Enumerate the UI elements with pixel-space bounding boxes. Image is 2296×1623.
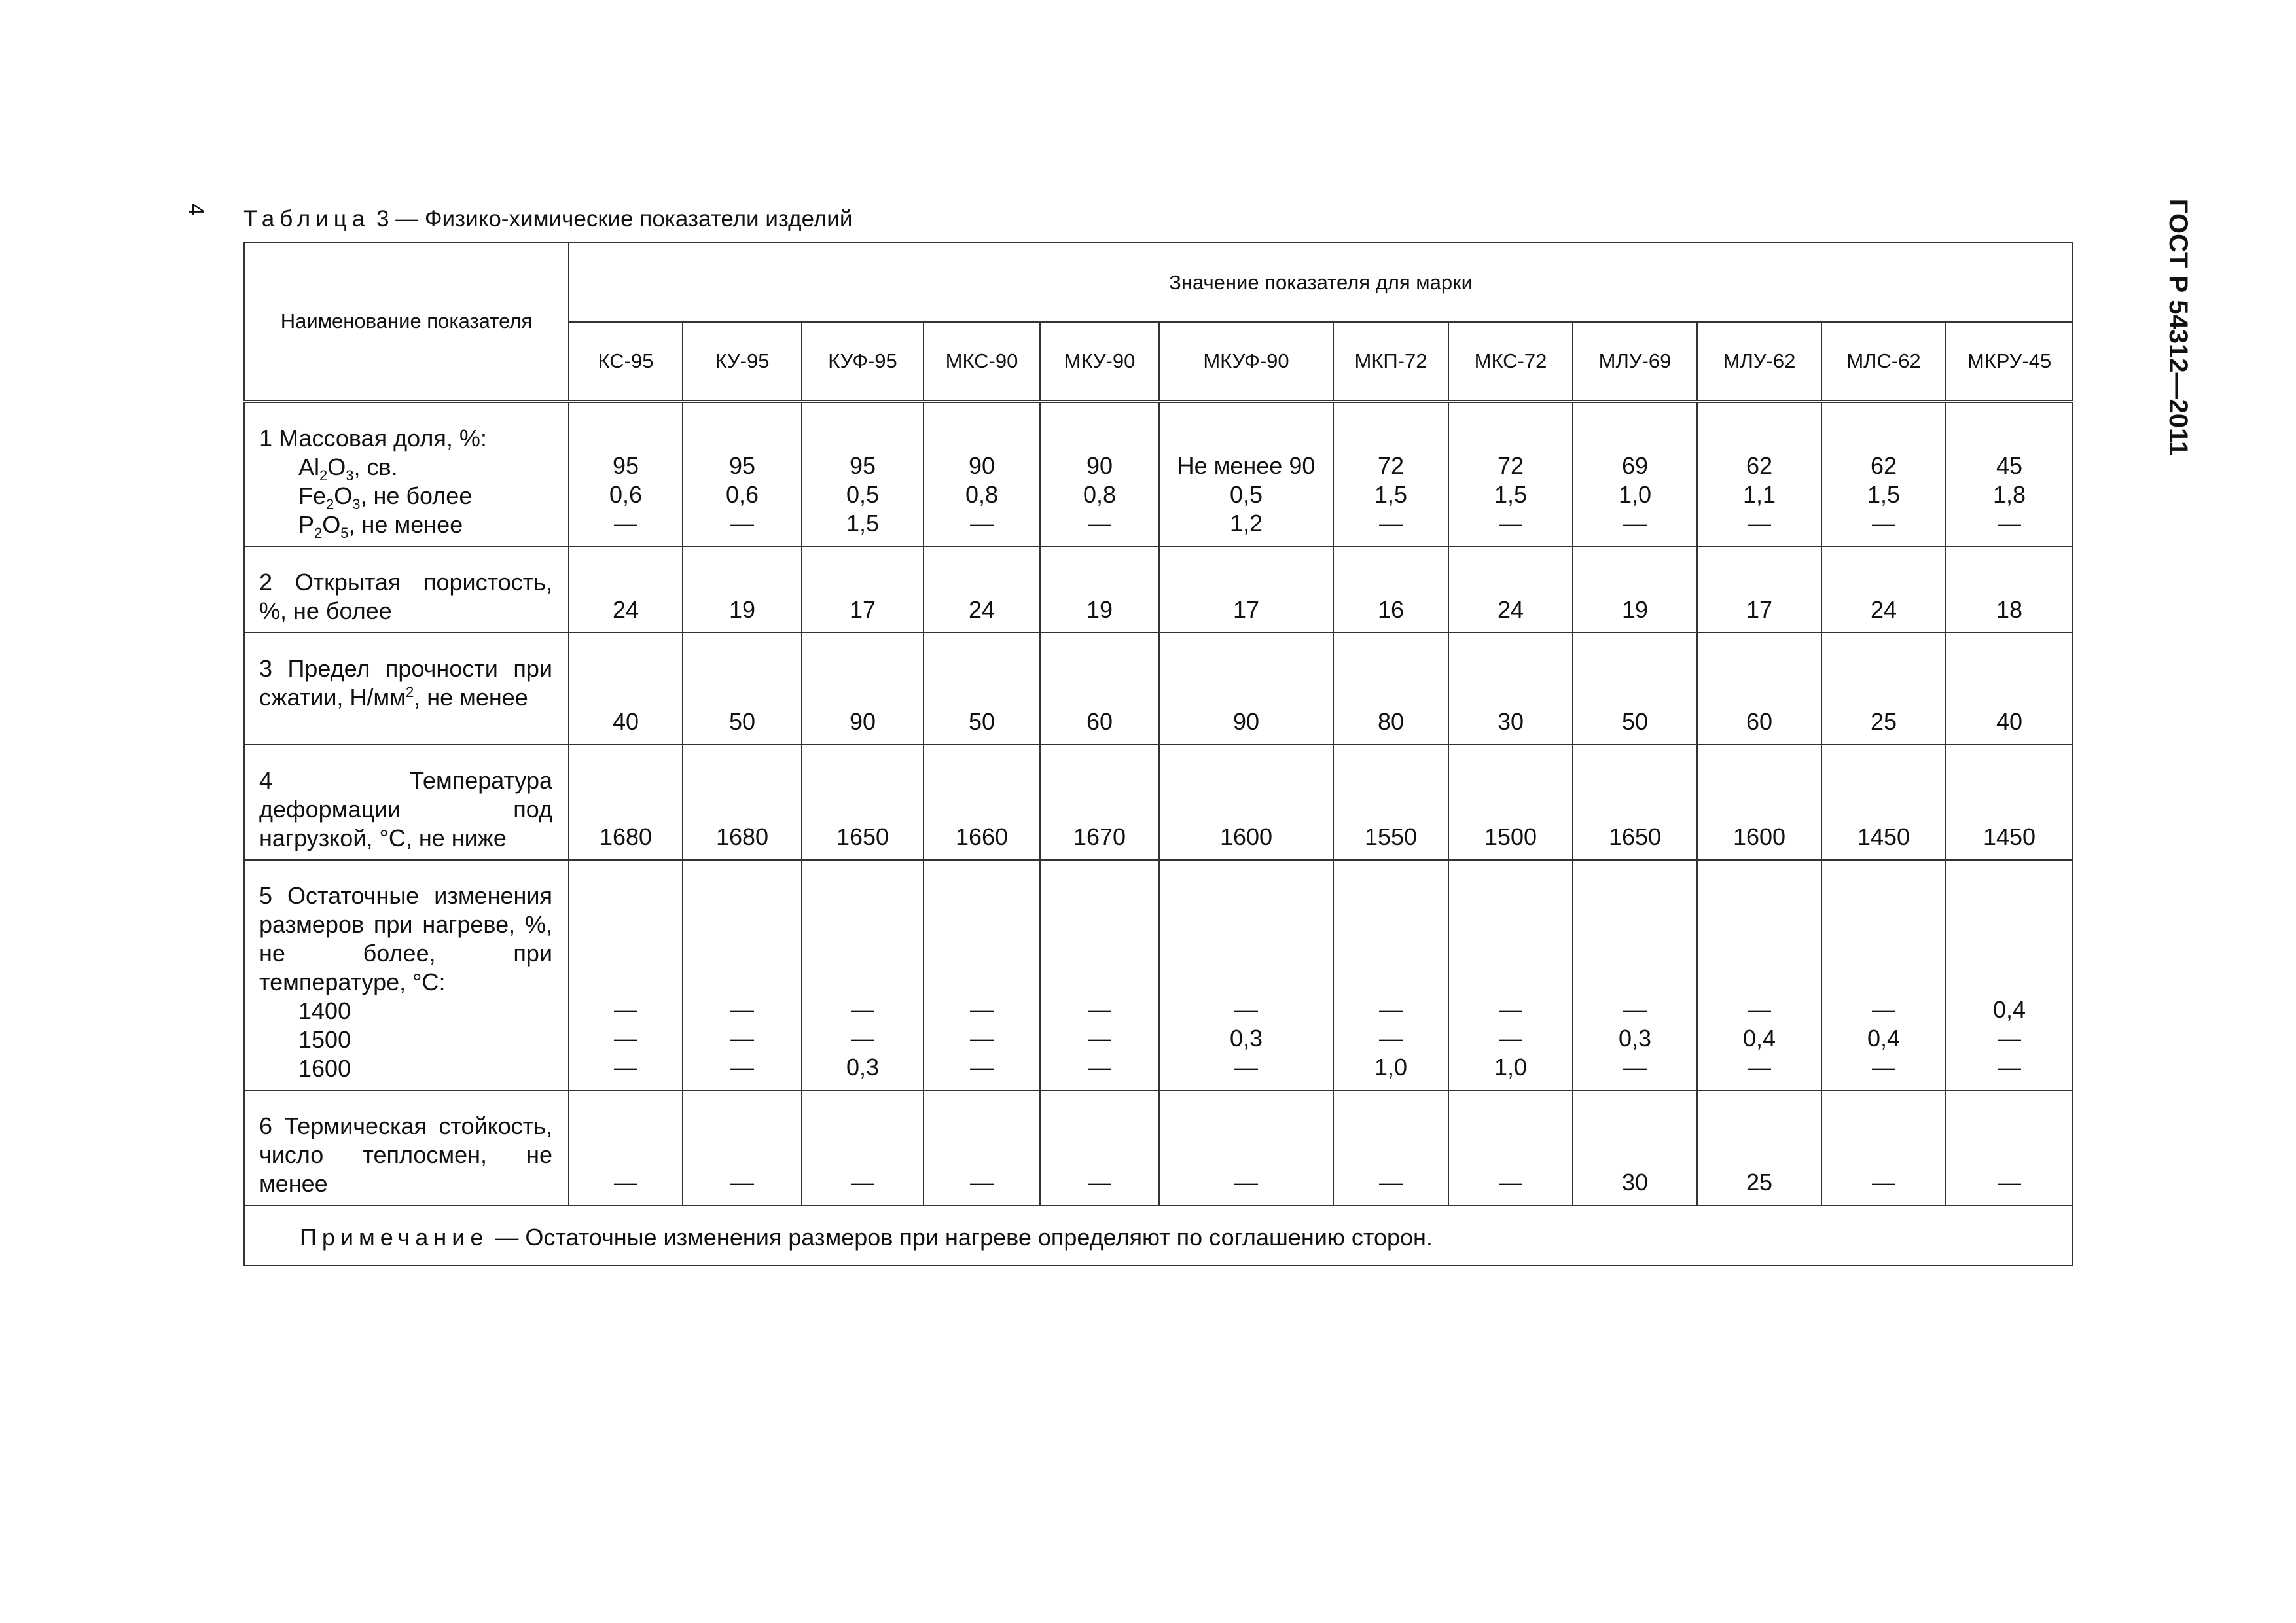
cell-value: — <box>614 1024 637 1052</box>
note-text: — Остаточные изменения размеров при нагреве определяют по соглашению сторон. <box>488 1223 1433 1251</box>
cell-value: 0,3 <box>846 1053 880 1080</box>
cell-value: — <box>1872 995 1895 1023</box>
grade-header-3: КУФ-95 <box>802 322 924 401</box>
cell-value: — <box>970 1053 994 1080</box>
gost-standard-code: ГОСТ Р 54312—2011 <box>2164 198 2193 456</box>
cell-value: 19 <box>1086 596 1113 623</box>
cell-value: — <box>851 1024 874 1052</box>
cell-value: — <box>730 1024 754 1052</box>
indicator-name-cell <box>244 633 569 745</box>
cell-value: 1670 <box>1073 823 1126 850</box>
cell-value: 24 <box>968 596 996 623</box>
value-cell <box>1448 745 1573 860</box>
value-cell <box>1697 745 1821 860</box>
oxide-subscript: 2 <box>314 524 323 541</box>
value-cell <box>569 401 683 546</box>
value-cell <box>1697 546 1821 633</box>
value-cell <box>1697 401 1821 546</box>
cell-value: 40 <box>612 707 639 735</box>
value-cell <box>1697 1090 1821 1205</box>
cell-value: 90 <box>968 452 996 479</box>
cell-value: — <box>1998 1053 2022 1080</box>
cell-value: — <box>1499 995 1522 1023</box>
oxide-subitem <box>259 453 552 482</box>
cell-value: 1,1 <box>1742 480 1776 508</box>
cell-value: — <box>970 509 994 537</box>
value-cell <box>1333 745 1448 860</box>
cell-value: 80 <box>1377 707 1405 735</box>
value-cell <box>569 633 683 745</box>
grade-header-10: МЛУ-62 <box>1697 322 1821 401</box>
cell-value: 40 <box>1996 707 2023 735</box>
value-cell <box>924 401 1040 546</box>
value-cell <box>683 745 802 860</box>
value-cell <box>1333 860 1448 1090</box>
cell-value: 62 <box>1870 452 1897 479</box>
cell-value: 17 <box>1746 596 1773 623</box>
oxide-subscript: 5 <box>340 524 349 541</box>
value-cell <box>1040 546 1159 633</box>
value-cell <box>1333 633 1448 745</box>
oxide-element: P <box>298 510 315 538</box>
cell-value: 0,3 <box>1618 1024 1652 1052</box>
cell-value: 24 <box>1870 596 1897 623</box>
cell-value: — <box>851 1168 874 1196</box>
value-cell <box>683 401 802 546</box>
value-cell <box>1040 1090 1159 1205</box>
value-cell <box>1333 401 1448 546</box>
indicator-title: 1 Массовая доля, %: <box>259 424 487 452</box>
cell-value: 90 <box>849 707 876 735</box>
value-cell <box>802 860 924 1090</box>
value-cell <box>1573 1090 1697 1205</box>
value-cell <box>802 745 924 860</box>
value-cell <box>1821 745 1946 860</box>
value-cell <box>1159 401 1333 546</box>
cell-value: 0,8 <box>1083 480 1117 508</box>
temperature-subitem: 1400 <box>298 997 351 1024</box>
cell-value: 0,4 <box>1742 1024 1776 1052</box>
cell-value: 69 <box>1621 452 1649 479</box>
caption-prefix: Таблица <box>243 206 370 232</box>
cell-value: 0,5 <box>846 480 880 508</box>
value-cell <box>1821 633 1946 745</box>
oxide-suffix: , св. <box>353 453 398 480</box>
cell-value: 1,8 <box>1993 480 2026 508</box>
cell-value: 1650 <box>836 823 889 850</box>
cell-value: 1,0 <box>1374 1053 1408 1080</box>
grade-header-5: МКУ-90 <box>1040 322 1159 401</box>
cell-value: 50 <box>728 707 756 735</box>
cell-value: — <box>1088 1053 1111 1080</box>
value-cell <box>802 1090 924 1205</box>
cell-value: 24 <box>612 596 639 623</box>
value-cell <box>1159 1090 1333 1205</box>
cell-value: — <box>1872 1053 1895 1080</box>
value-cell <box>924 745 1040 860</box>
value-cell <box>683 546 802 633</box>
cell-value: 95 <box>849 452 876 479</box>
cell-value: — <box>730 995 754 1023</box>
oxide-suffix: , не более <box>360 482 473 509</box>
indicator-name-cell <box>244 1090 569 1205</box>
value-cell <box>1573 546 1697 633</box>
oxide-element: O <box>322 510 341 538</box>
value-cell <box>1946 633 2073 745</box>
oxide-element: O <box>327 453 346 480</box>
oxide-element: O <box>334 482 353 509</box>
cell-value: 50 <box>968 707 996 735</box>
oxide-subitem <box>259 482 552 510</box>
cell-value: 1,5 <box>846 509 880 537</box>
value-cell <box>1697 860 1821 1090</box>
value-cell <box>1697 633 1821 745</box>
cell-value: — <box>1998 1168 2022 1196</box>
cell-value: 1650 <box>1608 823 1662 850</box>
indicator-title: 6 Термическая стойкость, число теплосмен, не менее <box>259 1112 552 1197</box>
indicator-name-cell <box>244 745 569 860</box>
cell-value: 62 <box>1746 452 1773 479</box>
cell-value: 18 <box>1996 596 2023 623</box>
cell-value: 1680 <box>715 823 769 850</box>
value-cell <box>924 633 1040 745</box>
table-row <box>244 1090 2073 1205</box>
value-cell <box>1448 401 1573 546</box>
cell-value: 1500 <box>1484 823 1537 850</box>
cell-value: 1450 <box>1982 823 2036 850</box>
value-cell <box>1573 745 1697 860</box>
grade-values-header: Значение показателя для марки <box>569 243 2073 322</box>
cell-value: — <box>1379 995 1403 1023</box>
cell-value: 1,0 <box>1494 1053 1528 1080</box>
oxide-subscript: 2 <box>319 467 328 484</box>
value-cell <box>1159 860 1333 1090</box>
value-cell <box>802 401 924 546</box>
cell-value: 17 <box>849 596 876 623</box>
value-cell <box>683 633 802 745</box>
value-cell <box>569 745 683 860</box>
cell-value: — <box>1499 509 1522 537</box>
table-caption <box>243 204 852 234</box>
oxide-element: Fe <box>298 482 327 509</box>
value-cell <box>683 1090 802 1205</box>
indicator-name-header: Наименование показателя <box>244 243 569 401</box>
cell-value: — <box>614 1168 637 1196</box>
cell-value: — <box>970 1024 994 1052</box>
value-cell <box>1333 546 1448 633</box>
value-cell <box>1040 401 1159 546</box>
cell-value: — <box>1088 1024 1111 1052</box>
cell-value: — <box>1623 509 1647 537</box>
cell-value: — <box>1872 1168 1895 1196</box>
grade-header-6: МКУФ-90 <box>1159 322 1333 401</box>
cell-value: — <box>1234 1053 1258 1080</box>
cell-value: 0,6 <box>609 480 643 508</box>
cell-value: — <box>614 1053 637 1080</box>
cell-value: 30 <box>1497 707 1524 735</box>
cell-value: — <box>1748 995 1771 1023</box>
value-cell <box>1946 745 2073 860</box>
value-cell <box>1040 745 1159 860</box>
table-row <box>244 745 2073 860</box>
value-cell <box>1448 860 1573 1090</box>
cell-value: 19 <box>728 596 756 623</box>
table-row <box>244 633 2073 745</box>
cell-value: 1,0 <box>1618 480 1652 508</box>
cell-value: 1600 <box>1732 823 1786 850</box>
value-cell <box>924 546 1040 633</box>
cell-value: 0,4 <box>1867 1024 1901 1052</box>
indicator-title: 5 Остаточные изменения размеров при нагреве, %, не более, при температуре, °С: <box>259 882 552 995</box>
cell-value: 1,5 <box>1867 480 1901 508</box>
oxide-element: Al <box>298 453 320 480</box>
cell-value: 50 <box>1621 707 1649 735</box>
cell-value: — <box>614 509 637 537</box>
table-note <box>244 1205 2073 1266</box>
value-cell <box>1159 546 1333 633</box>
cell-value: 16 <box>1377 596 1405 623</box>
indicator-name-cell <box>244 546 569 633</box>
cell-value: 1680 <box>599 823 653 850</box>
indicator-title-suffix: , не менее <box>414 683 528 711</box>
cell-value: — <box>1379 1168 1403 1196</box>
temperature-subitem: 1600 <box>298 1054 351 1082</box>
value-cell <box>569 546 683 633</box>
caption-title: 3 — Физико-химические показатели изделий <box>370 206 853 232</box>
grade-header-12: МКРУ-45 <box>1946 322 2073 401</box>
cell-value: 90 <box>1086 452 1113 479</box>
oxide-suffix: , не менее <box>348 510 463 538</box>
value-cell <box>1821 1090 1946 1205</box>
value-cell <box>1573 633 1697 745</box>
cell-value: 1,5 <box>1374 480 1408 508</box>
properties-table <box>243 242 2073 1266</box>
cell-value: 72 <box>1497 452 1524 479</box>
cell-value: — <box>730 1053 754 1080</box>
cell-value: 95 <box>612 452 639 479</box>
value-cell <box>1946 1090 2073 1205</box>
oxide-subscript: 3 <box>352 495 361 512</box>
value-cell <box>924 860 1040 1090</box>
value-cell <box>1159 633 1333 745</box>
value-cell <box>1946 546 2073 633</box>
value-cell <box>1448 546 1573 633</box>
value-cell <box>1333 1090 1448 1205</box>
cell-value: — <box>1499 1168 1522 1196</box>
cell-value: 1550 <box>1364 823 1418 850</box>
cell-value: 1,5 <box>1494 480 1528 508</box>
oxide-subscript: 2 <box>326 495 334 512</box>
cell-value: — <box>1748 509 1771 537</box>
value-cell <box>569 1090 683 1205</box>
cell-value: — <box>1872 509 1895 537</box>
cell-value: 90 <box>1232 707 1260 735</box>
cell-value: 1450 <box>1857 823 1910 850</box>
value-cell <box>1946 860 2073 1090</box>
cell-value: 95 <box>728 452 756 479</box>
grade-header-11: МЛС-62 <box>1821 322 1946 401</box>
table-row <box>244 401 2073 546</box>
grade-header-8: МКС-72 <box>1448 322 1573 401</box>
cell-value: — <box>970 995 994 1023</box>
cell-value: 0,6 <box>725 480 759 508</box>
cell-value: — <box>1379 509 1403 537</box>
cell-value: — <box>1379 1024 1403 1052</box>
cell-value: — <box>1234 1168 1258 1196</box>
cell-value: — <box>1748 1053 1771 1080</box>
cell-value: — <box>1088 1168 1111 1196</box>
oxide-subitem <box>259 510 552 539</box>
cell-value: — <box>1088 509 1111 537</box>
cell-value: 30 <box>1621 1168 1649 1196</box>
oxide-subscript: 3 <box>346 467 354 484</box>
cell-value: — <box>1623 1053 1647 1080</box>
cell-value: — <box>1234 995 1258 1023</box>
cell-value: 19 <box>1621 596 1649 623</box>
cell-value: Не менее 90 <box>1177 452 1316 479</box>
value-cell <box>1821 860 1946 1090</box>
cell-value: 1600 <box>1219 823 1273 850</box>
cell-value: — <box>851 995 874 1023</box>
cell-value: 1,2 <box>1229 509 1263 537</box>
cell-value: 25 <box>1746 1168 1773 1196</box>
value-cell <box>924 1090 1040 1205</box>
value-cell <box>1448 633 1573 745</box>
value-cell <box>1040 860 1159 1090</box>
cell-value: 25 <box>1870 707 1897 735</box>
indicator-title-text: 3 Предел прочности при сжатии, Н/мм <box>259 654 552 711</box>
value-cell <box>1821 546 1946 633</box>
cell-value: — <box>730 509 754 537</box>
grade-header-9: МЛУ-69 <box>1573 322 1697 401</box>
cell-value: — <box>614 995 637 1023</box>
indicator-title: 2 Открытая пористость, %, не более <box>259 568 552 624</box>
value-cell <box>683 860 802 1090</box>
cell-value: 0,3 <box>1229 1024 1263 1052</box>
grade-header-7: МКП-72 <box>1333 322 1448 401</box>
cell-value: 1660 <box>955 823 1009 850</box>
cell-value: — <box>1998 1024 2022 1052</box>
page-number: 4 <box>185 204 208 215</box>
indicator-name-cell <box>244 860 569 1090</box>
value-cell <box>1821 401 1946 546</box>
cell-value: 0,4 <box>1993 995 2026 1023</box>
cell-value: — <box>1499 1024 1522 1052</box>
cell-value: — <box>970 1168 994 1196</box>
grade-header-4: МКС-90 <box>924 322 1040 401</box>
value-cell <box>569 860 683 1090</box>
indicator-name-cell <box>244 401 569 546</box>
indicator-title: 4 Температура деформации под нагрузкой, °С, не ниже <box>259 766 552 851</box>
cell-value: 17 <box>1232 596 1260 623</box>
value-cell <box>1448 1090 1573 1205</box>
cell-value: 60 <box>1086 707 1113 735</box>
temperature-subitem: 1500 <box>298 1026 351 1053</box>
grade-header-2: КУ-95 <box>683 322 802 401</box>
cell-value: 24 <box>1497 596 1524 623</box>
value-cell <box>802 546 924 633</box>
cell-value: — <box>1998 509 2022 537</box>
value-cell <box>1573 401 1697 546</box>
value-cell <box>802 633 924 745</box>
cell-value: 45 <box>1996 452 2023 479</box>
cell-value: — <box>1623 995 1647 1023</box>
table-row <box>244 546 2073 633</box>
value-cell <box>1946 401 2073 546</box>
table-row <box>244 860 2073 1090</box>
cell-value: 60 <box>1746 707 1773 735</box>
indicator-title <box>259 654 552 712</box>
value-cell <box>1159 745 1333 860</box>
cell-value: — <box>1088 995 1111 1023</box>
note-label: Примечание <box>300 1223 489 1251</box>
cell-value: 72 <box>1377 452 1405 479</box>
grade-header-1: КС-95 <box>569 322 683 401</box>
indicator-title-superscript: 2 <box>405 683 414 700</box>
cell-value: — <box>730 1168 754 1196</box>
value-cell <box>1573 860 1697 1090</box>
cell-value: 0,5 <box>1229 480 1263 508</box>
cell-value: 0,8 <box>965 480 999 508</box>
value-cell <box>1040 633 1159 745</box>
